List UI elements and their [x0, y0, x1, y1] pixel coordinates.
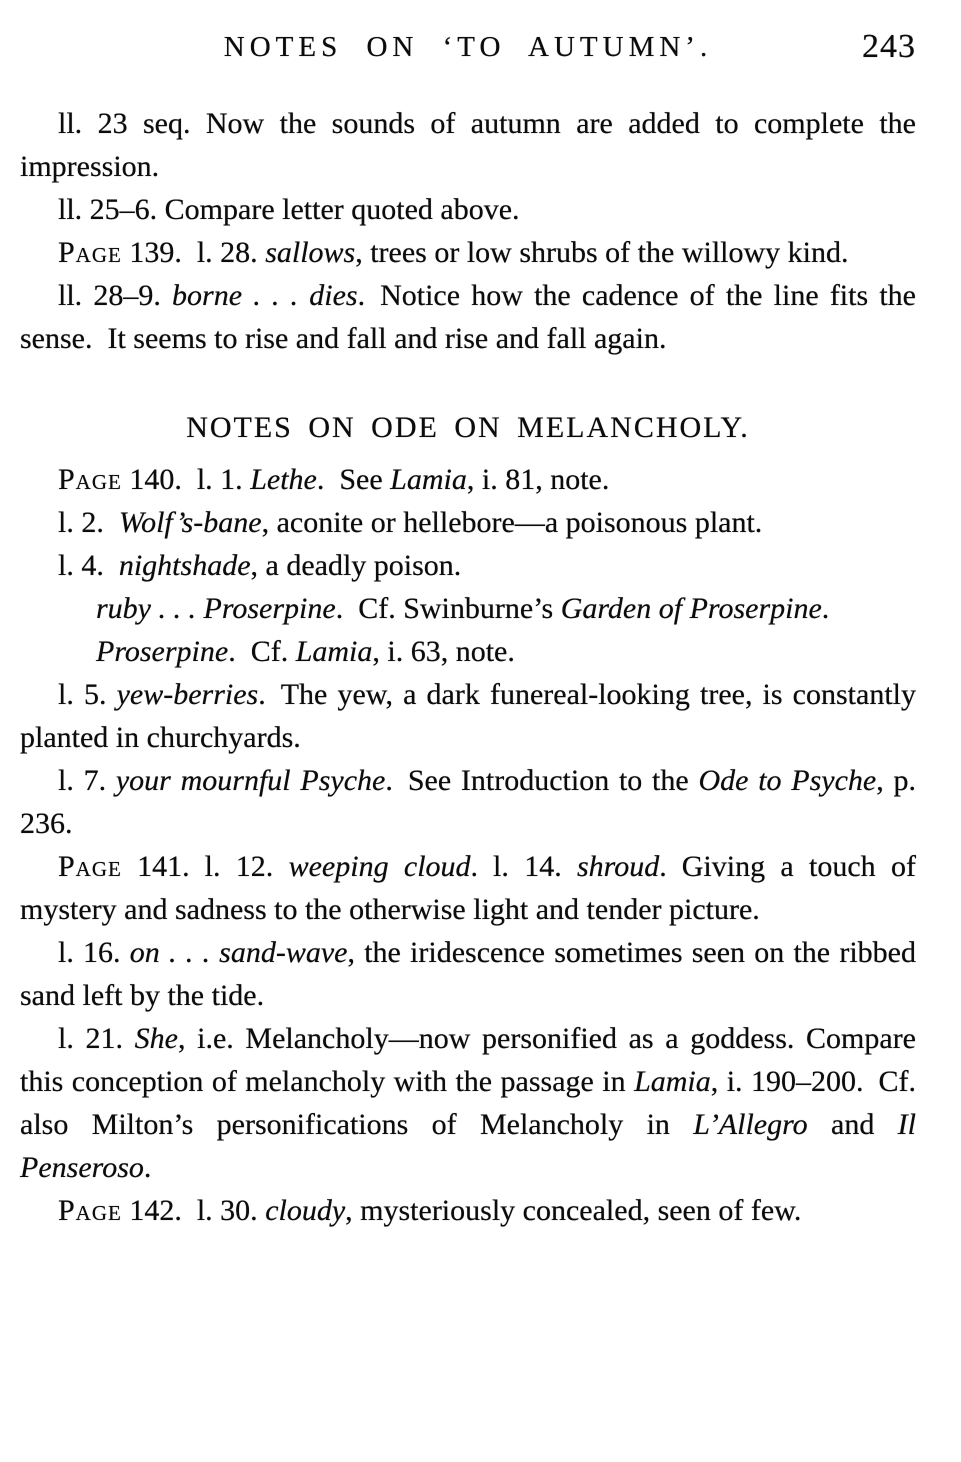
- text-run: , mysteriously concealed, seen of few.: [345, 1194, 802, 1227]
- text-run: ll. 25–6. Compare letter quoted above.: [58, 193, 520, 226]
- smallcaps-text-run: Page: [58, 236, 122, 269]
- paragraph: [20, 544, 916, 587]
- paragraph: [20, 845, 916, 931]
- page-header: [20, 26, 916, 68]
- paragraph: [20, 274, 916, 360]
- text-run: . Giving a touch of mystery and sadness to the otherwise light and tender picture.: [20, 850, 916, 926]
- text-run: .: [143, 1151, 152, 1184]
- italic-text-run: Ode to Psyche: [698, 764, 877, 797]
- page-number: 243: [862, 28, 916, 65]
- text-run: . The yew, a dark funereal-looking tree, is constantly planted in churchyards.: [20, 678, 916, 754]
- text-run: , p. 236.: [20, 764, 917, 840]
- italic-text-run: sallows: [265, 236, 356, 269]
- text-run: , the iridescence sometimes seen on the ribbed sand left by the tide.: [20, 936, 916, 1012]
- paragraph: [20, 102, 916, 188]
- page-body: [20, 102, 916, 1232]
- text-run: l. 5.: [58, 678, 117, 711]
- smallcaps-text-run: Page: [58, 463, 122, 496]
- text-run: , i.e. Melancholy—now personified as a goddess. Compare this conception of melancholy with the passage in: [20, 1022, 917, 1098]
- smallcaps-text-run: Page: [58, 1194, 122, 1227]
- text-run: , i. 63, note.: [372, 635, 515, 668]
- running-title: NOTES ON ‘TO AUTUMN’.: [223, 31, 713, 63]
- text-run: , a deadly poison.: [250, 549, 462, 582]
- text-run: 140. l. 1.: [121, 463, 251, 496]
- text-run: 141. l. 12.: [121, 850, 289, 883]
- italic-text-run: your mournful Psyche: [115, 764, 386, 797]
- paragraph: [20, 931, 916, 1017]
- italic-text-run: nightshade: [118, 549, 251, 582]
- paragraph: [20, 458, 916, 501]
- paragraph: [20, 630, 916, 673]
- italic-text-run: Lamia: [634, 1065, 711, 1098]
- text-run: l. 4.: [58, 549, 119, 582]
- text-run: , i. 81, note.: [466, 463, 610, 496]
- italic-text-run: shroud: [577, 850, 660, 883]
- text-run: l. 2.: [58, 506, 119, 539]
- italic-text-run: Il Penseroso: [20, 1108, 916, 1184]
- text-run: , aconite or hellebore—a poisonous plant.: [261, 506, 763, 539]
- text-run: ll. 23 seq. Now the sounds of autumn are added to complete the impression.: [20, 107, 916, 183]
- text-run: . See: [316, 463, 391, 496]
- italic-text-run: Proserpine: [96, 635, 229, 668]
- paragraph: [20, 587, 916, 630]
- text-run: and: [807, 1108, 898, 1141]
- italic-text-run: She: [134, 1022, 178, 1055]
- italic-text-run: Wolf’s-bane: [118, 506, 262, 539]
- text-run: , i. 190–200. Cf. also Milton’s personifications of Melancholy in: [20, 1065, 916, 1141]
- text-run: .: [821, 592, 830, 625]
- italic-text-run: yew-berries: [116, 678, 259, 711]
- text-run: . l. 14.: [470, 850, 577, 883]
- paragraph: [20, 759, 916, 845]
- text-run: l. 21.: [58, 1022, 135, 1055]
- text-run: l. 7.: [58, 764, 116, 797]
- italic-text-run: borne . . . dies: [172, 279, 358, 312]
- paragraph: [20, 188, 916, 231]
- smallcaps-text-run: Page: [58, 850, 122, 883]
- text-run: , trees or low shrubs of the willowy kind.: [355, 236, 849, 269]
- paragraph: [20, 673, 916, 759]
- text-run: 142. l. 30.: [121, 1194, 266, 1227]
- text-run: . Cf.: [228, 635, 296, 668]
- paragraph: [20, 501, 916, 544]
- italic-text-run: ruby . . . Proserpine: [96, 592, 336, 625]
- text-run: ll. 28–9.: [58, 279, 173, 312]
- italic-text-run: L’Allegro: [693, 1108, 808, 1141]
- text-run: l. 16.: [58, 936, 130, 969]
- paragraph: [20, 231, 916, 274]
- italic-text-run: cloudy: [265, 1194, 346, 1227]
- paragraph: [20, 1189, 916, 1232]
- text-run: 139. l. 28.: [121, 236, 266, 269]
- paragraph: [20, 1017, 916, 1189]
- text-run: . See Introduction to the: [385, 764, 699, 797]
- italic-text-run: on . . . sand-wave: [129, 936, 348, 969]
- italic-text-run: Lamia: [295, 635, 373, 668]
- text-run: . Cf. Swinburne’s: [335, 592, 561, 625]
- section-heading: NOTES ON ODE ON MELANCHOLY.: [186, 411, 750, 444]
- italic-text-run: Lamia: [390, 463, 467, 496]
- italic-text-run: weeping cloud: [288, 850, 471, 883]
- text-run: . Notice how the cadence of the line fits the sense. It seems to rise and fall and rise and fall again.: [20, 279, 916, 355]
- italic-text-run: Lethe: [250, 463, 317, 496]
- italic-text-run: Garden of Proserpine: [560, 592, 822, 625]
